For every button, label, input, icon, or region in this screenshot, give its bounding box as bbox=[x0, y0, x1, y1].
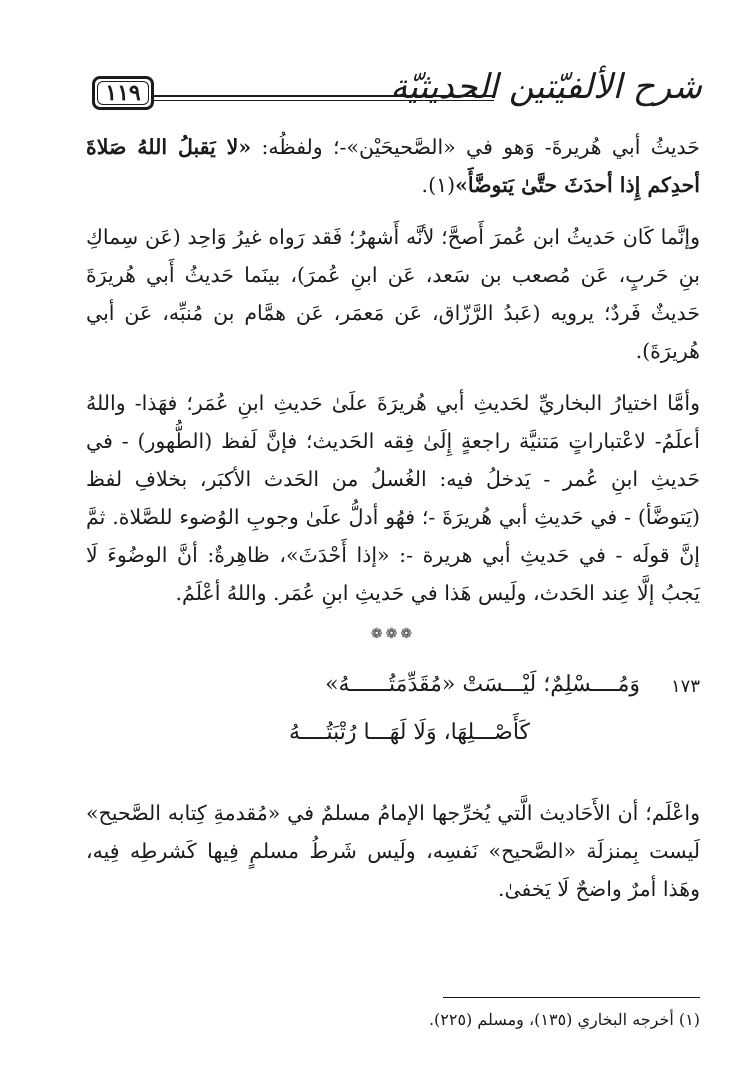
section-ornament: ❁❁❁ bbox=[370, 626, 416, 642]
footnote-ref: (١). bbox=[421, 173, 456, 197]
page-number: ١١٩ bbox=[105, 80, 141, 106]
page-header bbox=[92, 62, 702, 118]
paragraph-4: واعْلَم؛ أن الأَحَاديث الَّتي يُخرِّجها الإمامُ مسلمٌ في «مُقدمةِ كِتابه الصَّحيح» لَيست بِمنزلَة «الصَّحيح» نَفسِه، ولَيس شَرطُ مسلمٍ فِيها كَشرطِه فِيه، وهَذا أمرٌ واضحٌ لَا يَخفىٰ. bbox=[86, 801, 700, 901]
verse-block bbox=[86, 664, 700, 768]
paragraph-1-text: حَديثُ أبي هُريرةَ- وَهو في «الصَّحيحَيْن»-؛ ولفظُه: bbox=[251, 135, 700, 159]
paragraph-3: وأمَّا اختيارُ البخاريِّ لحَديثِ أبي هُريرَةَ علَىٰ حَديثِ ابنِ عُمَر؛ فهَذا- واللهُ أعلَمُ- لاعْتباراتٍ مَتنيَّة راجعةٍ إِلَىٰ فِقه الحَديث؛ فإنَّ لَفظ (الطُّهور) - في حَديثِ ابنِ عُمر - يَدخلُ فيه: الغُسلُ من الحَدث الأكبَر، بخلافِ لفظ (يَتوضَّأ) - في حَديثِ أبي هُريرَةَ -؛ فهُو أدلُّ علَىٰ وجوبِ الوُضوء للصَّلاة. ثمَّ إنَّ قولَه - في حَديثِ أبي هريرة -: «إذا أَحْدَثَ»، ظاهِرةٌ: أنَّ الوضُوءَ لَا يَجبُ إلَّا عِند الحَدث، ولَيس هَذا في حَديثِ ابنِ عُمَر. واللهُ أعْلَمُ. bbox=[86, 391, 700, 605]
footnote: (١) أخرجه البخاري (١٣٥)، ومسلم (٢٢٥). bbox=[428, 1010, 700, 1029]
hadith-quote: «لا يَقبلُ اللهُ صَلاةَ أحدِكم إِذا أحدَثَ حتَّىٰ يَتوضَّأَ» bbox=[86, 135, 700, 197]
paragraph-2: وإنَّما كَان حَديثُ ابن عُمرَ أَصحَّ؛ لأنَّه أَشهرُ؛ فَقد رَواه غيرُ وَاحِد (عَن سِماكِ بنِ حَربٍ، عَن مُصعب بن سَعد، عَن ابنِ عُمرَ)، بينَما حَديثُ أَبي هُريرَةَ حَديثٌ فَردٌ؛ يرويه (عَبدُ الرَّزّاق، عَن مَعمَر، عَن همَّام بن مُنبِّه، عَن أبي هُريرَةَ). bbox=[86, 225, 700, 363]
book-title: شرح الألفيّتين الحديثيّة bbox=[390, 67, 702, 107]
verse-number: ١٧٣ bbox=[670, 676, 700, 697]
page-number-frame bbox=[92, 76, 154, 110]
verse-line-2: كَأَصْـــلِهَا، وَلَا لَهَـــا رُتْبَتُــــهُ bbox=[288, 720, 530, 745]
verse-line-1: وَمُــــسْلِمٌ؛ لَيْـــسَتْ «مُقَدِّمَتُــــــهُ» bbox=[325, 672, 640, 697]
body-text bbox=[86, 128, 700, 922]
footnote-separator bbox=[443, 997, 700, 998]
paragraph-1 bbox=[86, 128, 700, 204]
